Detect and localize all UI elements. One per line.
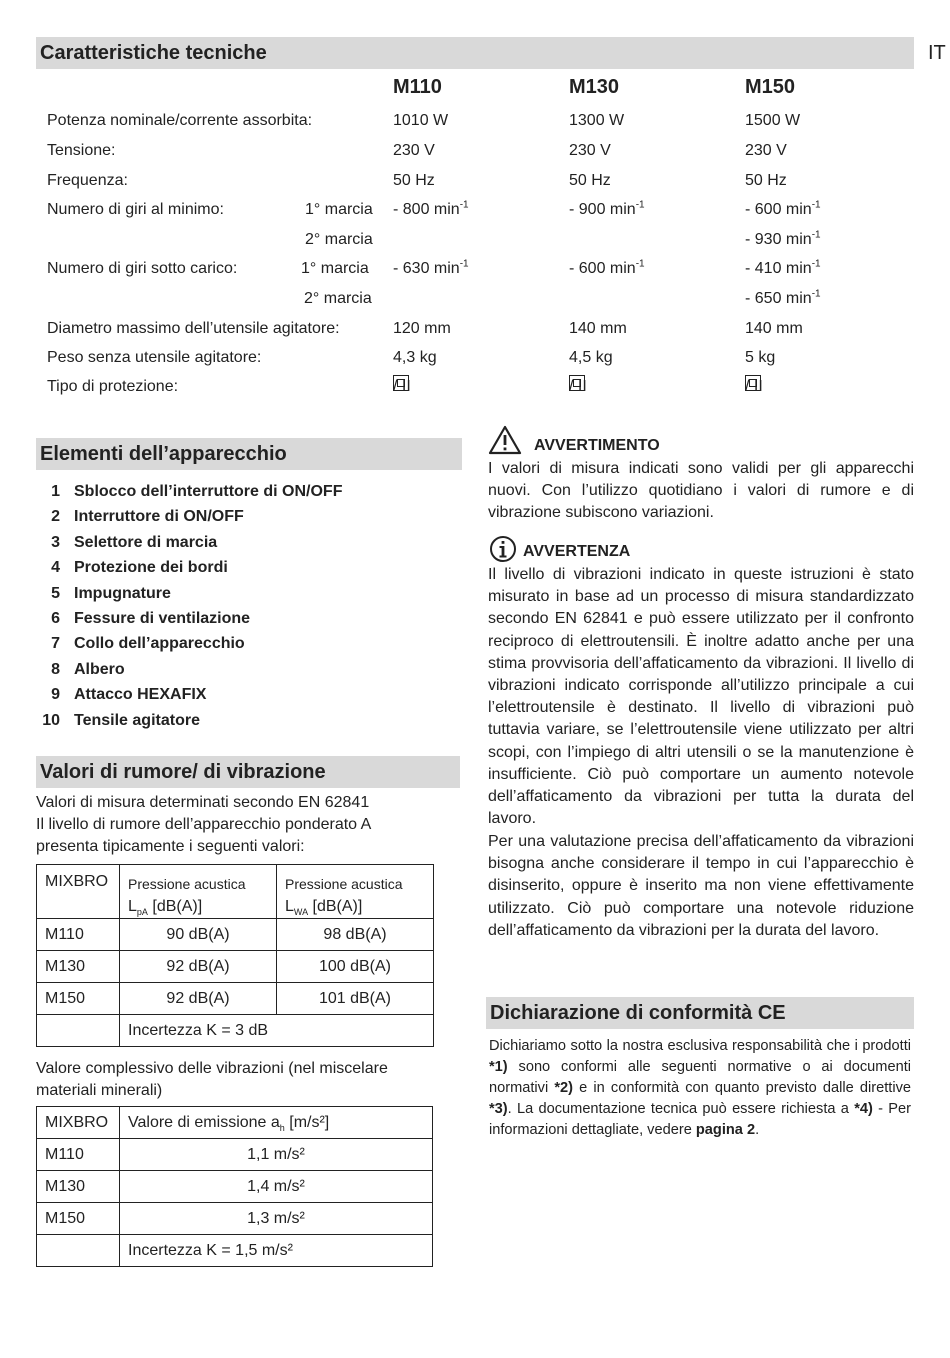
vib-model-cell: M110: [37, 1139, 120, 1171]
spec-value: / II: [569, 375, 587, 399]
spec-value: 1300 W: [569, 112, 625, 129]
list-item-number: 3: [51, 533, 60, 551]
warning-triangle-icon: [488, 425, 522, 455]
warning-title: AVVERTIMENTO: [534, 437, 660, 454]
noise-header-lwa: Pressione acustica $L_{WA}$ [dB(A)]: [277, 865, 434, 919]
vib-value-cell: 1,1 m/s²: [120, 1139, 433, 1171]
list-item-label: Attacco HEXAFIX: [74, 686, 207, 704]
spec-value: 140 mm: [569, 320, 627, 337]
specs-title: Caratteristiche tecniche: [36, 37, 914, 69]
noise-model-cell: M130: [37, 951, 120, 983]
noise-intro-2: Il livello di rumore dell’apparecchio ponderato A presenta tipicamente i seguenti valori:: [36, 816, 371, 856]
list-item-label: Sblocco dell’interruttore di ON/OFF: [74, 483, 343, 500]
spec-value: 230 V: [569, 142, 611, 159]
spec-value: - 630 $\min^{-1}$: [393, 258, 469, 277]
table-row: [37, 1015, 434, 1047]
noise-lwa-cell: 101 dB(A): [277, 983, 434, 1015]
spec-value: / II: [745, 375, 763, 399]
spec-value: 1010 W: [393, 112, 449, 129]
list-item: [36, 632, 456, 657]
vib-header-value: Valore di emissione $a_h$ [m/s²]: [120, 1107, 433, 1139]
model-header-m150: M150: [745, 76, 796, 98]
vibration-intro: Valore complessivo delle vibrazioni (nel miscelare materiali minerali): [36, 1060, 388, 1100]
list-item-number: 9: [51, 686, 60, 704]
noise-lpa-cell: 92 dB(A): [120, 951, 277, 983]
spec-value: - 600 $\min^{-1}$: [569, 258, 645, 277]
spec-value: - 930 $\min^{-1}$: [745, 229, 821, 248]
spec-row: [0, 375, 930, 405]
noise-intro-1: Valori di misura determinati secondo EN 62841: [36, 794, 370, 811]
list-item: [36, 582, 456, 607]
spec-value: 120 mm: [393, 320, 451, 337]
spec-row: [0, 287, 930, 317]
notice-text-2: Per una valutazione precisa dell’affaticamento da vibrazioni bisogna anche considerare il tempo in cui l’apparecchio è disinserito, oppure è inserito ma non viene effettivamente utilizzato. Ciò può comportare una notevole riduzione dell’affaticamento da vibrazioni per la durata del lavoro.: [488, 833, 914, 939]
noise-lpa-cell: 92 dB(A): [120, 983, 277, 1015]
spec-row: [0, 139, 930, 169]
elements-title: Elementi dell’apparecchio: [36, 438, 462, 470]
spec-label: Diametro massimo dell’utensile agitatore:: [47, 320, 340, 337]
info-icon: [489, 535, 517, 563]
vib-value-cell: 1,3 m/s²: [120, 1203, 433, 1235]
list-item-number: 5: [51, 584, 60, 602]
notice-text-1: Il livello di vibrazioni indicato in queste istruzioni è stato misurato in base ad un processo di misura standardizzato secondo EN 62841 e può essere utilizzato per il confronto reciproco di elettroutensili. È inoltre adatto anche per una stima provvisoria dell’affaticamento da vibrazioni. Il livello di vibrazioni indicato corrisponde all’utilizzo principale a cui l’elettroutensile è destinato. Il livello di vibrazioni può tuttavia variare, se l’elettroutensile viene utilizzato per altri scopi, con l’impiego di altri utensili o se la manutenzione è insufficiente. Ciò può comportare un aumento notevole dell’affaticamento da vibrazioni per tutta la durata del lavoro.: [488, 566, 914, 828]
spec-value: 1500 W: [745, 112, 801, 129]
list-item-label: Impugnature: [74, 584, 171, 602]
spec-row: [0, 198, 930, 228]
noise-title: Valori di rumore/ di vibrazione: [36, 756, 460, 788]
list-item-number: 1: [51, 483, 60, 500]
vibration-table: [36, 1106, 433, 1267]
spec-label: Tensione:: [47, 142, 116, 159]
list-item: [36, 658, 456, 683]
list-item-number: 6: [51, 609, 60, 627]
list-item-label: Collo dell’apparecchio: [74, 635, 245, 653]
noise-lwa-cell: 98 dB(A): [277, 919, 434, 951]
list-item: [36, 683, 456, 708]
spec-value: - 800 $\min^{-1}$: [393, 199, 469, 218]
list-item: [36, 531, 456, 556]
language-tag: IT: [928, 42, 946, 64]
conformity-title: Dichiarazione di conformità CE: [486, 997, 914, 1029]
spec-value: / II: [393, 375, 411, 399]
noise-model-cell: M150: [37, 983, 120, 1015]
noise-table: [36, 864, 434, 1047]
table-row: [37, 983, 434, 1015]
list-item-label: Interruttore di ON/OFF: [74, 508, 244, 526]
spec-gear: 2° marcia: [305, 231, 373, 248]
spec-row: [0, 169, 930, 199]
protection-class-icon: [393, 375, 409, 391]
list-item: [36, 480, 456, 505]
spec-row: [0, 109, 930, 139]
spec-label: Numero di giri al minimo:: [47, 201, 224, 218]
noise-lpa-cell: 90 dB(A): [120, 919, 277, 951]
noise-lwa-cell: 100 dB(A): [277, 951, 434, 983]
spec-value: 230 V: [745, 142, 787, 159]
list-item-label: Albero: [74, 660, 125, 678]
vib-model-cell: M150: [37, 1203, 120, 1235]
noise-model-cell: M110: [37, 919, 120, 951]
spec-value: 5 kg: [745, 349, 776, 366]
table-row: [37, 951, 434, 983]
spec-value: 50 Hz: [745, 172, 787, 189]
list-item-number: 4: [51, 559, 60, 577]
model-header-m130: M130: [569, 76, 620, 98]
list-item-label: Tensile agitatore: [74, 711, 200, 729]
list-item: [36, 556, 456, 581]
list-item: [36, 709, 456, 734]
spec-value: - 900 $\min^{-1}$: [569, 199, 645, 218]
spec-value: 140 mm: [745, 320, 803, 337]
vib-value-cell: 1,4 m/s²: [120, 1171, 433, 1203]
spec-label: Peso senza utensile agitatore:: [47, 349, 262, 366]
vib-uncertainty: Incertezza K = 1,5 m/s²: [120, 1235, 433, 1267]
model-header-m110: M110: [393, 76, 442, 98]
protection-class-icon: [745, 375, 761, 391]
list-item-label: Fessure di ventilazione: [74, 609, 251, 627]
list-item-number: 8: [51, 660, 60, 678]
noise-header-lpa: Pressione acustica $L_{pA}$ [dB(A)]: [120, 865, 277, 919]
noise-uncertainty: Incertezza K = 3 dB: [120, 1015, 434, 1047]
spec-value: 230 V: [393, 142, 435, 159]
noise-header-model: MIXBRO: [37, 865, 120, 919]
spec-row: [0, 228, 930, 258]
spec-gear: 1° marcia: [301, 260, 369, 277]
spec-label: Numero di giri sotto carico:: [47, 260, 238, 277]
table-row: [37, 1171, 433, 1203]
vib-model-cell: M130: [37, 1171, 120, 1203]
spec-label: Frequenza:: [47, 172, 128, 189]
table-row: [37, 1203, 433, 1235]
spec-row: [0, 346, 930, 376]
spec-value: - 410 $\min^{-1}$: [745, 258, 821, 277]
table-row: [37, 1139, 433, 1171]
list-item: [36, 607, 456, 632]
list-item-number: 2: [51, 508, 60, 526]
spec-row: [0, 257, 930, 287]
vib-header-model: MIXBRO: [37, 1107, 120, 1139]
spec-gear: 1° marcia: [305, 201, 373, 218]
list-item-number: 10: [42, 711, 60, 729]
protection-class-icon: [569, 375, 585, 391]
spec-value: 50 Hz: [569, 172, 611, 189]
table-row: [37, 1235, 433, 1267]
spec-value: 4,5 kg: [569, 349, 613, 366]
list-item: [36, 505, 456, 530]
spec-row: [0, 317, 930, 347]
list-item-label: Protezione dei bordi: [74, 559, 228, 577]
spec-label: Tipo di protezione:: [47, 378, 179, 395]
spec-gear: 2° marcia: [304, 290, 372, 307]
elements-list: [36, 480, 456, 734]
spec-value: - 650 $\min^{-1}$: [745, 288, 821, 307]
table-row: [37, 919, 434, 951]
conformity-text: Dichiariamo sotto la nostra esclusiva responsabilità che i prodotti *1) sono conformi alle seguenti normative o ai documenti normativi *2) e in conformità con quanto previsto dalle direttive *3). La documentazione tecnica può essere richiesta a *4) - Per informazioni dettagliate, vedere pagina 2.: [489, 1038, 911, 1138]
spec-value: 4,3 kg: [393, 349, 437, 366]
list-item-number: 7: [51, 635, 60, 653]
spec-value: - 600 $\min^{-1}$: [745, 199, 821, 218]
warning-text: I valori di misura indicati sono validi per gli apparecchi nuovi. Con l’utilizzo quotidiano i valori di rumore e di vibrazione subiscono variazioni.: [488, 460, 914, 522]
notice-title: AVVERTENZA: [523, 543, 631, 560]
list-item-label: Selettore di marcia: [74, 533, 218, 551]
spec-value: 50 Hz: [393, 172, 435, 189]
spec-label: Potenza nominale/corrente assorbita:: [47, 112, 313, 129]
